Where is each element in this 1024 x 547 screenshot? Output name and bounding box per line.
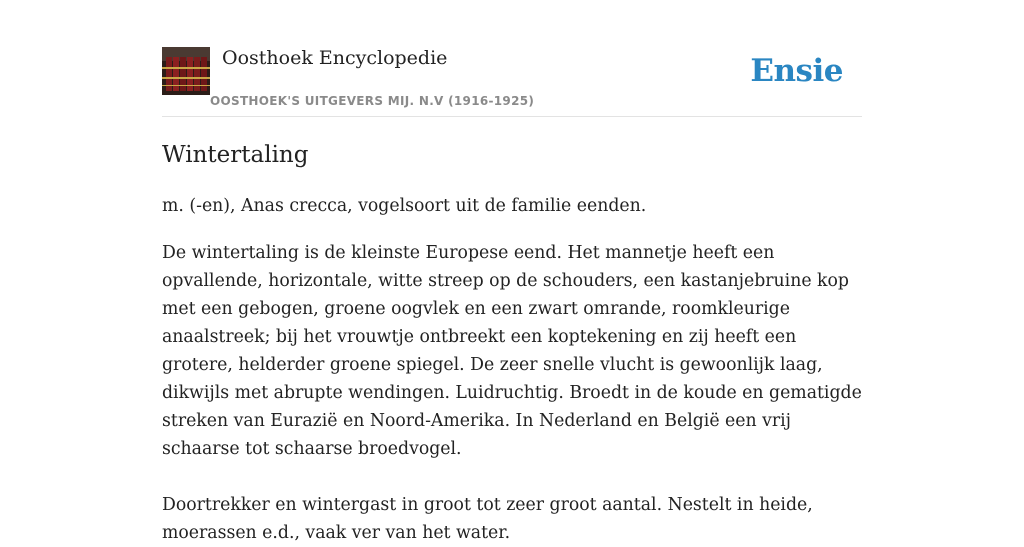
entry-title: Wintertaling: [162, 142, 309, 168]
source-title[interactable]: Oosthoek Encyclopedie: [222, 47, 448, 69]
entry-paragraph: De wintertaling is de kleinste Europese eend. Het mannetje heeft een opvallende, horizontale, witte streep op de schouders, een kastanjebruine kop met een gebogen, groene oogvlek en een zwart omrande, roomkleurige anaalstreek; bij het vrouwtje ontbreekt een koptekening en zij heeft een grotere, helderder groene spiegel. De zeer snelle vlucht is gewoonlijk laag, dikwijls met abrupte wendingen. Luidruchtig. Broedt in de koude en gematigde streken van Eurazië en Noord-Amerika. In Nederland en België een vrij schaarse tot schaarse broedvogel.: [162, 243, 862, 459]
encyclopedia-books-icon: [162, 47, 210, 95]
source-header: [162, 46, 862, 117]
entry-definition: m. (-en), Anas crecca, vogelsoort uit de familie eenden.: [162, 196, 647, 216]
source-subtitle: OOSTHOEK'S UITGEVERS MIJ. N.V (1916-1925): [210, 94, 535, 108]
entry-paragraph: Doortrekker en wintergast in groot tot zeer groot aantal. Nestelt in heide, moerassen e.d., vaak ver van het water.: [162, 495, 813, 543]
ensie-logo-link[interactable]: Ensie: [750, 53, 843, 89]
entry-body: [162, 192, 862, 547]
source-avatar[interactable]: [162, 47, 210, 95]
